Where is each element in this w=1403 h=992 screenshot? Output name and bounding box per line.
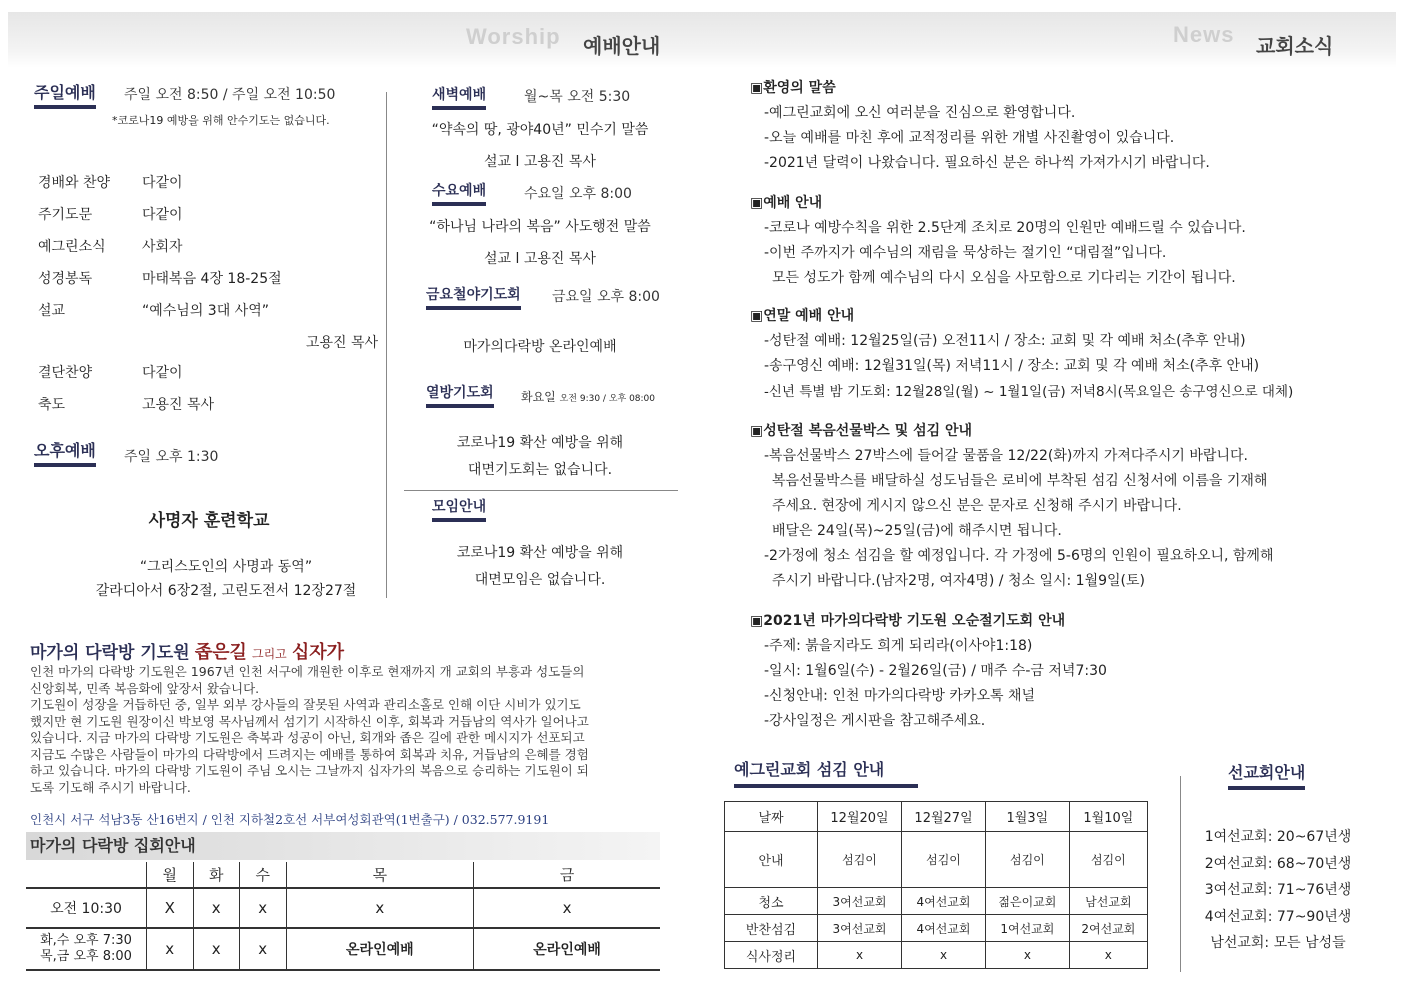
news-line: -강사일정은 게시판을 참고해주세요. [764, 713, 986, 729]
order-row [38, 236, 378, 268]
wednesday-line1: “하나님 나라의 복음” 사도행전 말씀 [429, 219, 651, 235]
order-row [38, 268, 378, 300]
order-label: 예그린소식 [38, 239, 106, 255]
order-label: 주기도문 [38, 207, 93, 223]
news-line: -복음선물박스 27박스에 들어갈 물품을 12/22(화)까지 가져다주시기 바랍니다. [764, 448, 1248, 464]
schedule-table [26, 862, 660, 971]
blank-cell [26, 862, 147, 888]
and-word: 그리고 [252, 647, 287, 661]
serving-row [725, 942, 1148, 969]
school-line1: “그리스도인의 사명과 동역” [139, 559, 313, 575]
sermon-preacher-row [38, 332, 378, 362]
header-cell: 날짜 [725, 802, 818, 832]
news-ko-title: 교회소식 [1256, 34, 1334, 58]
order-label: 경배와 찬양 [38, 175, 111, 191]
news-line: -주제: 붉을지라도 희게 되리라(이사야1:18) [764, 638, 1033, 654]
wednesday-line2: 설교 l 고용진 목사 [484, 251, 596, 267]
day-cell: 수 [240, 862, 287, 888]
row-label [26, 928, 147, 970]
schedule-row [26, 888, 660, 928]
narrow-way: 좁은길 [194, 642, 247, 663]
order-value: 다같이 [142, 175, 183, 191]
cell: x [147, 928, 194, 970]
afternoon-time: 주일 오후 1:30 [124, 449, 219, 465]
schedule-title: 마가의 다락방 집회안내 [26, 832, 660, 860]
meeting-line1: 코로나19 확산 예방을 위해 [456, 545, 624, 561]
news-line: 주세요. 현장에 게시지 않으신 분은 문자로 신청해 주시기 바랍니다. [772, 498, 1182, 514]
day-cell: 화 [193, 862, 240, 888]
day-cell: 목 [286, 862, 474, 888]
news-en-title: News [1173, 22, 1235, 47]
cell: x [240, 928, 287, 970]
body-line: 인천 마가의 다락방 기도원은 1967년 인천 서구에 개원한 이후로 현재까지 개 교회의 부흥과 성도들의 [30, 664, 585, 679]
news-line: -이번 주까지가 예수님의 재림을 묵상하는 절기인 “대림절”입니다. [764, 245, 1167, 261]
news-line: 모든 성도가 함께 예수님의 다시 오심을 사모함으로 기다리는 기간이 됩니다. [772, 270, 1236, 286]
cell: 1여선교회 [986, 915, 1070, 942]
mission-line: 4여선교회: 77~90년생 [1204, 908, 1352, 925]
news-line: -2021년 달력이 나왔습니다. 필요하신 분은 하나씩 가져가시기 바랍니다. [764, 155, 1210, 171]
friday-line1: 마가의다락방 온라인예배 [463, 339, 617, 355]
cell: 남선교회 [1069, 888, 1147, 915]
row-label-line: 목,금 오후 8:00 [40, 949, 132, 964]
cell: 2여선교회 [1069, 915, 1147, 942]
serving-row [725, 832, 1148, 888]
order-row [38, 394, 378, 426]
cell: x [193, 928, 240, 970]
yeolbang-line2: 대면기도회는 없습니다. [467, 462, 613, 478]
news-section [750, 610, 1390, 735]
body-line: 하고 있습니다. 마가의 다락방 기도원이 주님 오시는 그날까지 십자가의 복음으로 승리하는 기도원이 되 [30, 763, 589, 778]
news-list [750, 77, 1390, 735]
day-cell: 월 [147, 862, 194, 888]
cell: 온라인예배 [474, 928, 660, 970]
cell: x [240, 888, 287, 928]
prayer-house-title [30, 638, 344, 664]
header-cell: 12월27일 [902, 802, 986, 832]
news-line: -오늘 예배를 마친 후에 교적정리를 위한 개별 사진촬영이 있습니다. [764, 130, 1175, 146]
school-title: 사명자 훈련학교 [148, 511, 270, 531]
cell: x [474, 888, 660, 928]
serving-table [724, 801, 1148, 969]
cell: 3여선교회 [818, 888, 902, 915]
news-title: ▣성탄절 복음선물박스 및 섬김 안내 [750, 423, 973, 439]
worship-en-title: Worship [466, 24, 561, 49]
mission-line: 1여선교회: 20~67년생 [1204, 829, 1352, 845]
sunday-times: 주일 오전 8:50 / 주일 오전 10:50 [124, 87, 336, 103]
order-value: 마태복음 4장 18-25절 [142, 271, 282, 287]
order-label: 축도 [38, 397, 66, 413]
order-value: 다같이 [142, 207, 183, 223]
mission-line: 남선교회: 모든 남성들 [1210, 935, 1346, 951]
body-line: 있습니다. 지금 마가의 다락방 기도원은 축복과 성공이 아닌, 회개와 좁은 길에 관한 메시지가 선포되고 [30, 730, 585, 745]
body-line: 지금도 수많은 사람들이 마가의 다락방에서 드려지는 예배를 통하여 회복과 치유, 거듭남의 은혜를 경험 [30, 746, 589, 762]
serving-row [725, 915, 1148, 942]
cell: x [286, 888, 474, 928]
meeting-line2: 대면모임은 없습니다. [474, 572, 606, 588]
news-line: -코로나 예방수칙을 위한 2.5단계 조치로 20명의 인원만 예배드릴 수 있습니다. [764, 220, 1246, 236]
prayer-house-body [30, 664, 670, 796]
mission-list [1188, 824, 1368, 957]
cell: X [147, 888, 194, 928]
news-line: 배달은 24일(목)~25일(금)에 해주시면 됩니다. [772, 523, 1062, 539]
cell: 3여선교회 [818, 915, 902, 942]
row-label: 안내 [725, 832, 818, 888]
friday-time: 금요일 오후 8:00 [552, 289, 660, 305]
row-label: 식사정리 [725, 942, 818, 969]
news-line: -신년 특별 밤 기도회: 12월28일(월) ~ 1월1일(금) 저녁8시(목요일은 송구영신으로 대체) [764, 384, 1294, 400]
afternoon-worship-title: 오후예배 [34, 438, 96, 467]
schedule-header-row [26, 862, 660, 888]
news-section [750, 77, 1390, 192]
cell: x [986, 942, 1070, 969]
cell: x [1069, 942, 1147, 969]
divider [404, 490, 678, 491]
meeting-title: 모임안내 [432, 496, 486, 522]
news-line: 주시기 바랍니다.(남자2명, 여자4명) / 청소 일시: 1월9일(토) [772, 573, 1145, 589]
sunday-worship-title: 주일예배 [34, 80, 96, 109]
body-line: 했지만 현 기도원 원장이신 박보영 목사님께서 섬기기 시작하신 이후, 회복과 거듭남의 역사가 일어나고 [30, 713, 589, 729]
dawn-worship-title: 새벽예배 [432, 84, 486, 110]
serving-row [725, 888, 1148, 915]
row-label-line: 화,수 오후 7:30 [40, 933, 132, 948]
order-row [38, 204, 378, 236]
cell: x [818, 942, 902, 969]
news-title: ▣2021년 마가의다락방 기도원 오순절기도회 안내 [750, 613, 1066, 629]
cell: 섬김이 [1069, 832, 1147, 888]
mission-line: 2여선교회: 68~70년생 [1204, 855, 1352, 872]
yeolbang-hours: 오전 9:30 / 오후 08:00 [559, 394, 656, 404]
sunday-note: *코로나19 예방을 위해 안수기도는 없습니다. [112, 114, 330, 127]
order-label: 결단찬양 [38, 365, 93, 381]
header-cell: 1월10일 [1069, 802, 1147, 832]
news-title: ▣환영의 말씀 [750, 80, 836, 96]
news-title: ▣연말 예배 안내 [750, 308, 855, 324]
body-line: 도록 기도해 주시기 바랍니다. [30, 779, 191, 795]
order-value: 고용진 목사 [142, 397, 215, 413]
sermon-preacher: 고용진 목사 [305, 335, 378, 351]
news-section [750, 192, 1390, 305]
column-divider [386, 92, 387, 598]
header-cell: 12월20일 [818, 802, 902, 832]
sunday-order [38, 172, 378, 426]
body-line: 신앙회복, 민족 복음화에 앞장서 왔습니다. [30, 680, 260, 696]
row-label: 청소 [725, 888, 818, 915]
row-label: 반찬섬김 [725, 915, 818, 942]
news-line: -신청안내: 인천 마가의다락방 카카오톡 채널 [764, 688, 1036, 704]
news-line: 복음선물박스를 배달하실 성도님들은 로비에 부착된 섬김 신청서에 이름을 기재해 [772, 473, 1268, 489]
cross-word: 십자가 [291, 642, 345, 663]
order-row [38, 362, 378, 394]
news-section [750, 420, 1390, 610]
yeolbang-day: 화요일 [521, 390, 556, 404]
news-line: -2가정에 청소 섬김을 할 예정입니다. 각 가정에 5-6명의 인원이 필요하오니, 함께해 [764, 548, 1274, 564]
cell: 온라인예배 [286, 928, 474, 970]
cell: 섬김이 [902, 832, 986, 888]
news-section [750, 305, 1390, 420]
day-cell: 금 [474, 862, 660, 888]
order-label: 설교 [38, 303, 66, 319]
cell: 젊은이교회 [986, 888, 1070, 915]
order-label: 성경봉독 [38, 271, 93, 287]
schedule-row [26, 928, 660, 970]
yeolbang-line1: 코로나19 확산 예방을 위해 [456, 435, 624, 451]
yeolbang-title: 열방기도회 [426, 382, 494, 408]
serving-header-row [725, 802, 1148, 832]
serving-title: 예그린교회 섬김 안내 [734, 757, 918, 788]
news-title: ▣예배 안내 [750, 195, 823, 211]
mission-line: 3여선교회: 71~76년생 [1204, 882, 1352, 898]
news-line: -일시: 1월6일(수) - 2월26일(금) / 매주 수-금 저녁7:30 [764, 663, 1107, 679]
cell: 4여선교회 [902, 915, 986, 942]
news-line: -성탄절 예배: 12월25일(금) 오전11시 / 장소: 교회 및 각 예배 처소(추후 안내) [764, 333, 1246, 349]
school-line2: 갈라디아서 6장2절, 고린도전서 12장27절 [95, 583, 357, 599]
cell: x [902, 942, 986, 969]
order-value: “예수님의 3대 사역” [142, 303, 269, 319]
dawn-line1: “약속의 땅, 광야40년” 민수기 말씀 [431, 122, 649, 138]
cell: 섬김이 [818, 832, 902, 888]
order-value: 다같이 [142, 365, 183, 381]
cell: 4여선교회 [902, 888, 986, 915]
order-row [38, 300, 378, 332]
yeolbang-time [521, 388, 655, 405]
mission-title: 선교회안내 [1228, 760, 1305, 790]
worship-ko-title: 예배안내 [583, 34, 661, 58]
order-value: 사회자 [142, 239, 183, 255]
prayer-house-address: 인천시 서구 석남3동 산16번지 / 인천 지하철2호선 서부여성회관역(1번출구) / 032.577.9191 [30, 812, 550, 827]
friday-prayer-title: 금요철야기도회 [426, 284, 521, 310]
prayer-house-name: 마가의 다락방 기도원 [30, 643, 190, 663]
row-label: 오전 10:30 [50, 901, 122, 917]
body-line: 기도원이 성장을 거듭하던 중, 일부 외부 강사들의 잘못된 사역과 관리소홀로 인해 이단 시비가 있기도 [30, 697, 581, 712]
dawn-time: 월~목 오전 5:30 [524, 89, 631, 105]
news-line: -예그린교회에 오신 여러분을 진심으로 환영합니다. [764, 105, 1076, 121]
dawn-line2: 설교 l 고용진 목사 [484, 154, 596, 170]
wednesday-worship-title: 수요예배 [432, 180, 486, 206]
news-line: -송구영신 예배: 12월31일(목) 저녁11시 / 장소: 교회 및 각 예배 처소(추후 안내) [764, 358, 1260, 374]
header-cell: 1월3일 [986, 802, 1070, 832]
order-row [38, 172, 378, 204]
wednesday-time: 수요일 오후 8:00 [524, 186, 632, 202]
mission-divider [1180, 776, 1181, 972]
cell: 섬김이 [986, 832, 1070, 888]
cell: x [193, 888, 240, 928]
